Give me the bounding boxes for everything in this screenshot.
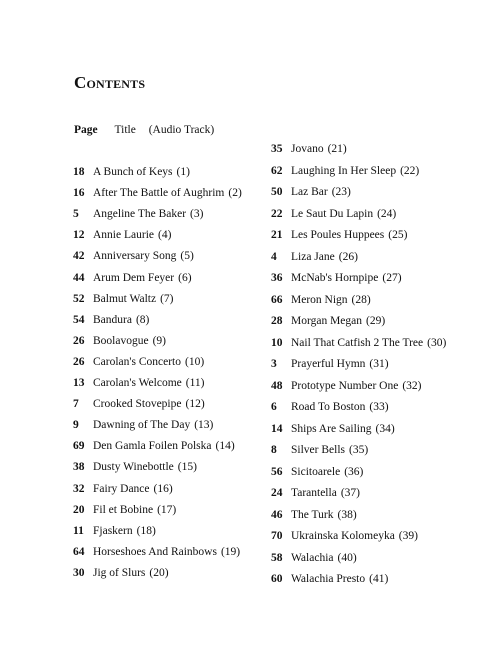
contents-entry: [73, 270, 192, 286]
entry-page-number: 24: [271, 487, 283, 499]
entry-title: Ukrainska Kolomeyka: [291, 530, 395, 542]
entry-title: Le Saut Du Lapin: [291, 207, 374, 220]
entry-title: Fil et Bobine: [93, 503, 154, 516]
entry-title: Jig of Slurs: [93, 566, 146, 579]
entry-audio-track: (34): [375, 422, 395, 435]
entry-audio-track: (10): [184, 355, 205, 368]
entry-title: Tarantella: [291, 487, 337, 499]
entry-page-number: 7: [73, 398, 79, 411]
entry-page-number: 60: [271, 573, 283, 585]
contents-entry: [73, 544, 240, 560]
entry-audio-track: (8): [135, 313, 150, 326]
contents-entry: [271, 378, 422, 394]
contents-entry: [73, 481, 173, 497]
contents-entry: [73, 565, 169, 581]
entry-audio-track: (11): [185, 377, 205, 389]
contents-entry: [271, 141, 347, 157]
entry-title: Liza Jane: [291, 250, 335, 263]
entry-audio-track: (37): [340, 487, 360, 499]
contents-entry: [271, 206, 396, 222]
entry-title: Morgan Megan: [291, 315, 363, 327]
entry-page-number: 20: [73, 503, 85, 516]
entry-audio-track: (32): [402, 379, 422, 392]
contents-entry: [73, 227, 171, 243]
contents-entry: [73, 375, 205, 391]
contents-entry: [271, 292, 371, 308]
entry-page-number: 26: [73, 355, 85, 368]
header-page-label: Page: [74, 124, 98, 136]
contents-entry: [73, 459, 197, 475]
entry-title: Silver Bells: [291, 444, 345, 456]
entry-audio-track: (4): [158, 229, 172, 242]
contents-entry: [271, 571, 388, 587]
entry-page-number: 12: [73, 229, 85, 242]
entry-audio-track: (23): [331, 186, 351, 198]
entry-audio-track: (5): [180, 250, 194, 263]
entry-title: Den Gamla Foilen Polska: [93, 440, 212, 453]
entry-audio-track: (30): [427, 336, 447, 349]
contents-entry: [271, 550, 357, 566]
entry-audio-track: (16): [153, 482, 173, 495]
entry-page-number: 28: [271, 315, 283, 327]
entry-page-number: 32: [73, 482, 85, 495]
entry-audio-track: (12): [185, 398, 205, 411]
entry-title: Arum Dem Feyer: [93, 271, 175, 284]
entry-page-number: 30: [73, 566, 85, 579]
entry-audio-track: (21): [327, 143, 347, 155]
entry-title: Boolavogue: [93, 334, 149, 347]
contents-entry: [73, 417, 213, 433]
entry-page-number: 46: [271, 508, 283, 521]
entry-page-number: 35: [271, 143, 283, 155]
entry-title: Annie Laurie: [93, 229, 154, 242]
entry-audio-track: (1): [176, 166, 190, 178]
entry-title: After The Battle of Aughrim: [93, 187, 225, 200]
entry-page-number: 4: [271, 250, 277, 263]
entry-audio-track: (27): [382, 272, 402, 284]
entry-page-number: 3: [271, 358, 277, 370]
contents-entry: [73, 438, 235, 454]
contents-entry: [73, 354, 204, 370]
entry-title: Balmut Waltz: [93, 292, 157, 305]
entry-page-number: 44: [73, 271, 85, 284]
entry-title: Meron Nign: [291, 293, 348, 306]
entry-title: Laughing In Her Sleep: [291, 164, 397, 177]
contents-entry: [271, 507, 357, 523]
entry-audio-track: (28): [351, 293, 371, 306]
entry-audio-track: (22): [400, 164, 420, 177]
contents-entry: [271, 163, 419, 179]
contents-entry: [271, 528, 418, 544]
entry-title: Carolan's Welcome: [93, 377, 182, 389]
entry-title: Laz Bar: [291, 186, 328, 198]
entry-page-number: 69: [73, 440, 85, 453]
entry-audio-track: (33): [369, 401, 389, 413]
contents-entry: [73, 333, 166, 349]
contents-entry: [73, 396, 205, 412]
entry-audio-track: (31): [369, 358, 389, 370]
contents-entry: [271, 270, 402, 286]
entry-title: Jovano: [291, 143, 324, 155]
entry-title: Walachia Presto: [291, 573, 366, 585]
entry-audio-track: (35): [349, 444, 369, 456]
contents-entry: [271, 227, 407, 243]
entry-audio-track: (29): [366, 315, 386, 327]
header-title-label: Title: [114, 124, 136, 136]
entry-title: Carolan's Concerto: [93, 355, 181, 368]
entry-page-number: 58: [271, 551, 283, 564]
entry-title: Anniversary Song: [93, 250, 177, 263]
contents-entry: [73, 185, 242, 201]
entry-page-number: 14: [271, 422, 283, 435]
contents-entry: [73, 164, 190, 180]
entry-audio-track: (20): [149, 566, 169, 579]
entry-audio-track: (19): [220, 545, 241, 558]
entry-page-number: 52: [73, 292, 85, 305]
entry-page-number: 10: [271, 336, 283, 349]
entry-audio-track: (13): [194, 419, 214, 432]
contents-entry: [271, 442, 368, 458]
entry-title: Sicitoarele: [291, 465, 341, 478]
entry-audio-track: (6): [178, 271, 192, 284]
entry-audio-track: (17): [157, 503, 177, 516]
contents-entry: [271, 184, 351, 200]
entry-page-number: 38: [73, 461, 85, 474]
contents-entry: [73, 248, 194, 264]
column-header: [74, 124, 214, 136]
entry-page-number: 36: [271, 272, 283, 284]
entry-title: Walachia: [291, 551, 334, 564]
entry-page-number: 5: [73, 208, 79, 221]
contents-entry: [73, 291, 173, 307]
entry-audio-track: (3): [190, 208, 204, 221]
entry-title: Fairy Dance: [93, 482, 150, 495]
entry-page-number: 11: [73, 524, 84, 537]
entry-title: McNab's Hornpipe: [291, 272, 379, 284]
entry-audio-track: (40): [337, 551, 357, 564]
entry-page-number: 18: [73, 166, 85, 178]
entry-title: The Turk: [291, 508, 334, 521]
entry-page-number: 48: [271, 379, 283, 392]
entry-page-number: 70: [271, 530, 283, 542]
entry-page-number: 66: [271, 293, 283, 306]
entry-page-number: 56: [271, 465, 283, 478]
entry-audio-track: (7): [160, 292, 174, 305]
entry-title: Dusty Winebottle: [93, 461, 174, 474]
entry-page-number: 50: [271, 186, 283, 198]
entry-page-number: 13: [73, 377, 85, 389]
entry-page-number: 54: [73, 313, 85, 326]
contents-entry: [271, 464, 363, 480]
contents-entry: [271, 421, 395, 437]
entry-audio-track: (25): [388, 229, 408, 241]
contents-entry: [73, 312, 149, 328]
entry-page-number: 6: [271, 401, 277, 413]
contents-entry: [271, 335, 446, 351]
entry-title: Prototype Number One: [291, 379, 399, 392]
contents-entry: [73, 502, 176, 518]
contents-list-right: [271, 141, 471, 585]
contents-entry: [271, 399, 389, 415]
page-title: Contents: [74, 73, 146, 92]
entry-page-number: 26: [73, 334, 85, 347]
entry-title: Road To Boston: [291, 401, 366, 413]
entry-title: Angeline The Baker: [93, 208, 187, 221]
entry-page-number: 8: [271, 444, 277, 456]
entry-title: Nail That Catfish 2 The Tree: [291, 336, 424, 349]
entry-audio-track: (24): [377, 207, 397, 220]
entry-audio-track: (9): [152, 334, 166, 347]
entry-title: Ships Are Sailing: [291, 422, 372, 435]
entry-page-number: 16: [73, 187, 85, 200]
entry-page-number: 9: [73, 419, 79, 432]
entry-audio-track: (39): [398, 530, 418, 542]
entry-page-number: 42: [73, 250, 85, 263]
contents-list-left: [73, 164, 273, 584]
entry-audio-track: (38): [337, 508, 357, 521]
entry-audio-track: (41): [369, 573, 389, 585]
entry-audio-track: (18): [136, 524, 156, 537]
entry-page-number: 64: [73, 545, 85, 558]
contents-entry: [271, 485, 360, 501]
entry-page-number: 21: [271, 229, 283, 241]
contents-entry: [271, 356, 389, 372]
entry-audio-track: (36): [344, 465, 364, 478]
entry-title: Les Poules Huppees: [291, 229, 385, 241]
entry-title: Bandura: [93, 313, 132, 326]
entry-title: Horseshoes And Rainbows: [93, 545, 217, 558]
contents-entry: [73, 206, 203, 222]
entry-audio-track: (2): [228, 187, 242, 200]
header-track-label: (Audio Track): [148, 124, 215, 136]
entry-page-number: 62: [271, 164, 283, 177]
entry-audio-track: (14): [215, 440, 235, 453]
entry-title: Dawning of The Day: [93, 419, 191, 432]
entry-audio-track: (15): [177, 461, 197, 474]
entry-title: Prayerful Hymn: [291, 358, 366, 370]
entry-title: Crooked Stovepipe: [93, 398, 182, 411]
entry-page-number: 22: [271, 207, 283, 220]
entry-title: A Bunch of Keys: [93, 166, 173, 178]
contents-entry: [271, 313, 385, 329]
contents-entry: [271, 249, 358, 265]
entry-audio-track: (26): [338, 250, 358, 263]
entry-title: Fjaskern: [93, 524, 133, 537]
contents-entry: [73, 523, 156, 539]
